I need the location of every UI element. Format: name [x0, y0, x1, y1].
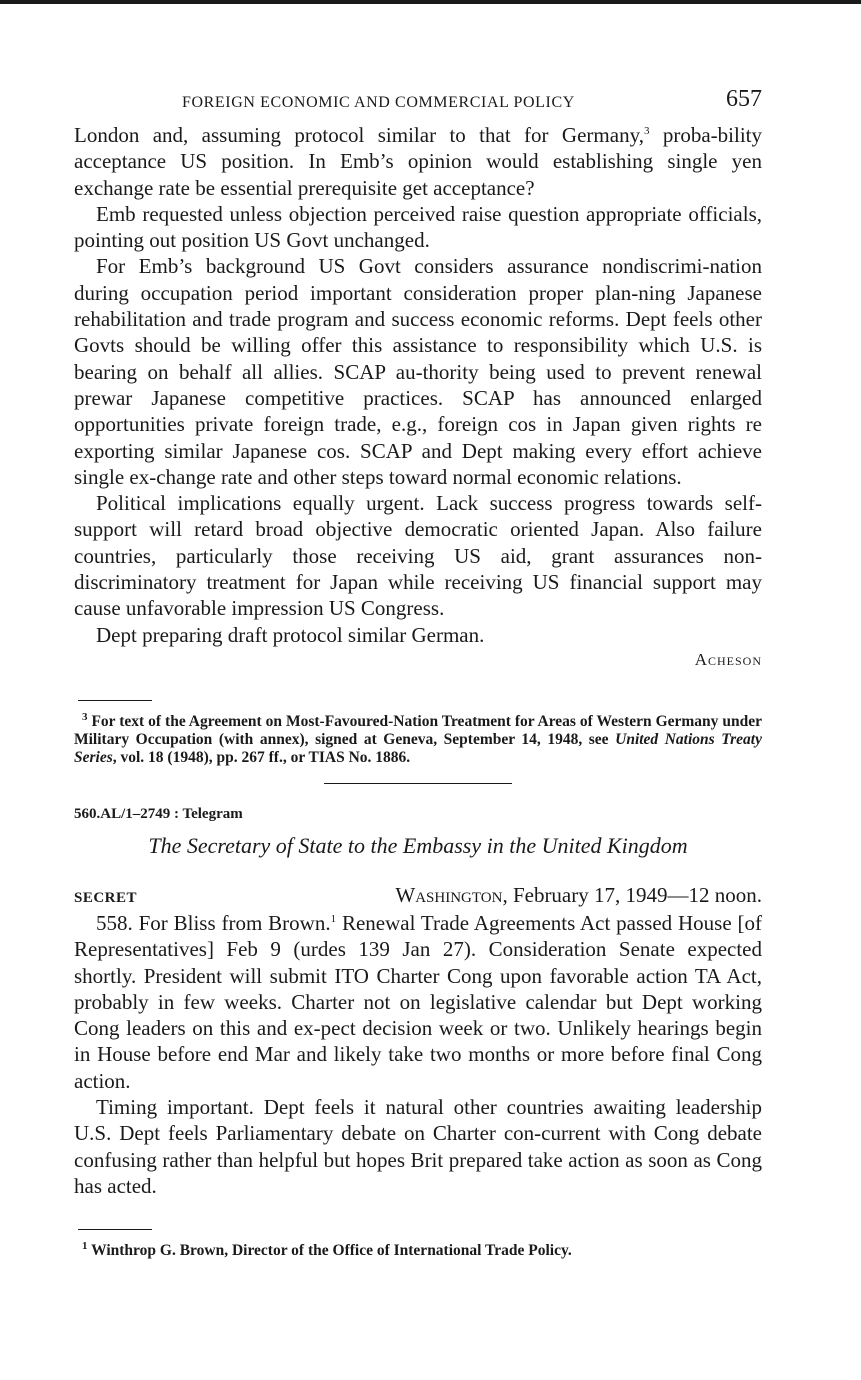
- running-head: [74, 86, 762, 122]
- footnote-text: , vol. 18 (1948), pp. 267 ff., or TIAS No. 1886.: [112, 748, 411, 766]
- footnote-reference: 1: [330, 912, 337, 925]
- footnote: [74, 710, 763, 767]
- footnote-text: For text of the Agreement on Most-Favoured-Nation Treatment for Areas of Western Germany under Military Occupation (with annex), signed at Geneva, September 14, 1948, see: [74, 712, 763, 748]
- dateline: [74, 883, 762, 908]
- paragraph-text: Renewal Trade Agreements Act passed House [of Representatives] Feb 9 (urdes 139 Jan 27). Consideration Senate expected shortly. President will submit ITO Charter Cong upon favorable action TA Act, probably in few weeks. Charter not on legislative calendar but Dept working Cong leaders on this and ex-pect decision week or two. Unlikely hearings begin in House before end Mar and likely take two months or more before final Cong action.: [74, 910, 762, 1093]
- footnote-text: Winthrop G. Brown, Director of the Office of International Trade Policy.: [91, 1242, 572, 1260]
- paragraph-continuation: [74, 122, 762, 201]
- footnote-reference: 3: [643, 125, 650, 137]
- footnote-mark: 1: [82, 1240, 88, 1253]
- paragraph-timing: Timing important. Dept feels it natural other countries awaiting leadership U.S. Dept feels Parliamentary debate on Charter con-current with Cong debate confusing rather than helpful but hopes Brit prepared take action as soon as Cong has acted.: [74, 1095, 762, 1198]
- signature: Acheson: [694, 649, 762, 669]
- paragraph-text: London and, assuming protocol similar to that for Germany,: [74, 123, 644, 147]
- date-line: [395, 883, 762, 908]
- paragraph-background: For Emb’s background US Govt considers assurance nondiscrimi-nation during occupation period important consideration proper plan-ning Japanese rehabilitation and trade program and success economic reforms. Dept feels other Govts should be willing offer this assistance to responsibility which U.S. is bearing on behalf all allies. SCAP au-thority being used to prevent renewal prewar Japanese competitive practices. SCAP has announced enlarged opportunities private foreign trade, e.g., foreign cos in Japan given rights re exporting similar Japanese cos. SCAP and Dept making every effort achieve single ex-change rate and other steps toward normal economic relations.: [74, 254, 762, 489]
- footnote-publication-title: United Nations Treaty Series: [74, 730, 762, 766]
- footnote-mark: 3: [82, 710, 88, 723]
- page-number: 657: [726, 86, 762, 112]
- date-text: , February 17, 1949—12 noon.: [502, 882, 762, 907]
- paragraph-draft-protocol: Dept preparing draft protocol similar German.: [96, 622, 485, 647]
- paragraph-telegram-558: [74, 910, 762, 1094]
- paragraph-emb-request: Emb requested unless objection perceived raise question appropriate officials, pointing out position US Govt unchanged.: [74, 201, 762, 253]
- file-reference: 560.AL/1–2749 : Telegram: [74, 805, 243, 822]
- paragraph-text: 558. For Bliss from Brown.: [96, 910, 331, 935]
- running-head-title: FOREIGN ECONOMIC AND COMMERCIAL POLICY: [182, 94, 575, 111]
- top-border: [0, 0, 861, 4]
- classification-label: SECRET: [74, 889, 138, 906]
- footnote: [74, 1242, 762, 1260]
- paragraph-political-implications: Political implications equally urgent. Lack success progress towards self-support will retard broad objective democratic oriented Japan. Also failure countries, particularly those receiving US aid, grant assurances non-discriminatory treatment for Japan while receiving US financial support may cause unfavorable impression US Congress.: [74, 491, 762, 621]
- footnote-divider: [78, 700, 152, 701]
- paragraph-text: proba-bility acceptance US position. In Emb’s opinion would establishing single yen exchange rate be essential prerequisite get acceptance?: [74, 123, 762, 200]
- date-place: Washington: [395, 882, 503, 907]
- document-title: The Secretary of State to the Embassy in the United Kingdom: [148, 832, 688, 858]
- footnote-divider: [78, 1229, 152, 1230]
- document-page: [74, 86, 762, 1260]
- document-separator: [324, 783, 512, 784]
